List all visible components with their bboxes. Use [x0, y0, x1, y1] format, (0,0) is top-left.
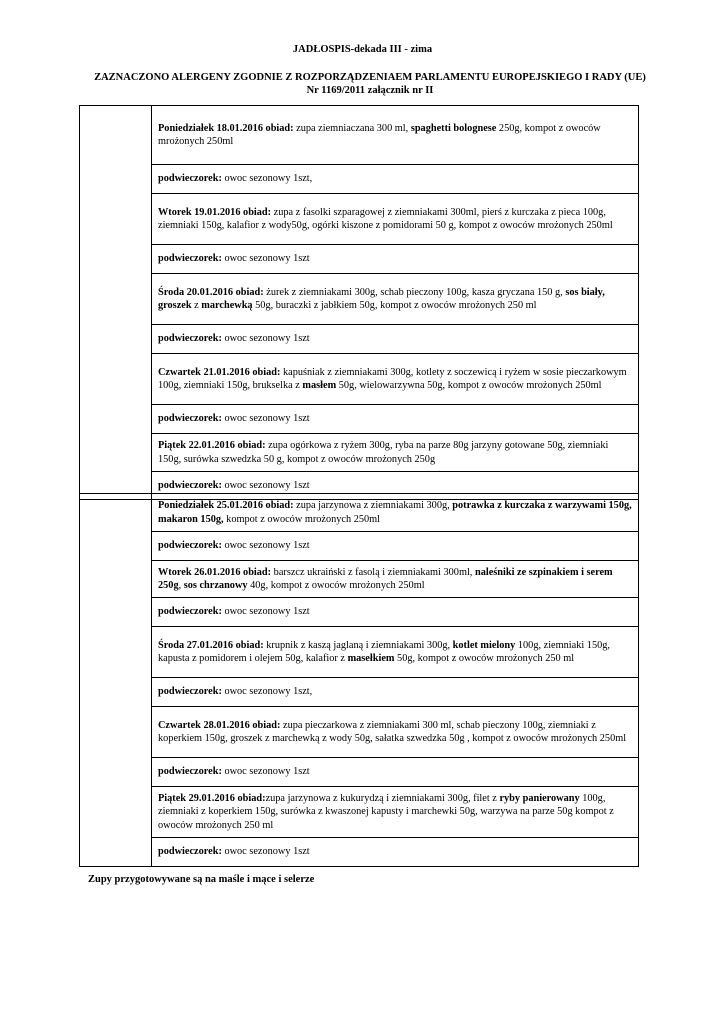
menu-table-week-1: [79, 105, 639, 500]
snack-cell: [152, 598, 639, 627]
allergen-highlight: naleśniki ze szpinakiem i serem 250g: [158, 566, 613, 591]
snack-cell: [152, 165, 639, 194]
snack-label: podwieczorek:: [158, 413, 222, 425]
menu-text: 50g, buraczki z jabłkiem 50g, kompot z owoców mrożonych 250 ml: [252, 300, 537, 311]
menu-text: barszcz ukraiński z fasolą i ziemniakami 300ml,: [271, 566, 475, 578]
menu-text: krupnik z kaszą jaglaną i ziemniakami 300g,: [263, 639, 453, 651]
snack-cell: [152, 325, 639, 354]
menu-text: zupa ziemniaczana 300 ml,: [293, 122, 411, 134]
dinner-cell: [152, 707, 639, 758]
day-heading: Piątek 29.01.2016 obiad:: [158, 792, 266, 804]
dinner-row: [80, 494, 639, 532]
day-heading: Czwartek 28.01.2016 obiad:: [158, 719, 281, 731]
menu-text: kapuśniak z ziemniakami 300g, kotlety z soczewicą i ryżem w sosie pieczarkowym 100g, ziemniaki 150g, brukselka z: [158, 366, 627, 391]
menu-text: z: [191, 300, 202, 311]
allergen-highlight: masłem: [302, 380, 337, 391]
snack-row: [80, 165, 639, 194]
day-heading: Środa 20.01.2016 obiad:: [158, 286, 264, 298]
snack-cell: [152, 405, 639, 434]
snack-label: podwieczorek:: [158, 173, 222, 185]
snack-label: podwieczorek:: [158, 766, 222, 778]
snack-row: [80, 758, 639, 787]
dinner-row: [80, 274, 639, 325]
dinner-cell: [152, 274, 639, 325]
day-heading: Poniedziałek 18.01.2016 obiad:: [158, 122, 294, 134]
dinner-cell: [152, 627, 639, 678]
menu-text: 50g, wielowarzywna 50g, kompot z owoców mrożonych 250ml: [336, 380, 602, 391]
dinner-cell: [152, 106, 639, 165]
snack-row: [80, 405, 639, 434]
day-heading: Środa 27.01.2016 obiad:: [158, 639, 264, 651]
menu-text: owoc sezonowy 1szt: [221, 766, 310, 778]
menu-text: owoc sezonowy 1szt: [221, 540, 310, 552]
menu-text: zupa z fasolki szparagowej z ziemniakami 300ml, pierś z kurczaka z pieca 100g, ziemniaki 150g, kalafior z wody50g, ogórki kiszone z pomidorami 50 g, kompot z owoców mrożonych 250ml: [158, 206, 613, 231]
snack-row: [80, 325, 639, 354]
menu-table-week-2: [79, 493, 639, 867]
allergen-highlight: sos chrzanowy: [183, 580, 248, 591]
allergen-notice: ZAZNACZONO ALERGENY ZGODNIE Z ROZPORZĄDZENIAEM PARLAMENTU EUROPEJSKIEGO I RADY (UE) Nr 1169/2011 załącznik nr II: [94, 72, 646, 96]
allergen-highlight: masełkiem: [347, 653, 395, 664]
menu-text: owoc sezonowy 1szt: [221, 333, 310, 345]
snack-row: [80, 598, 639, 627]
snack-row: [80, 678, 639, 707]
allergen-highlight: marchewką: [201, 300, 253, 311]
menu-text: owoc sezonowy 1szt: [221, 253, 310, 265]
snack-cell: [152, 838, 639, 867]
dinner-cell: [152, 494, 639, 532]
page-title: JADŁOSPIS-dekada III - zima: [292, 44, 433, 55]
snack-label: podwieczorek:: [158, 606, 222, 618]
snack-label: podwieczorek:: [158, 333, 222, 345]
dinner-row: [80, 707, 639, 758]
snack-label: podwieczorek:: [158, 540, 222, 552]
menu-text: zupa ogórkowa z ryżem 300g, ryba na parze 80g jarzyny gotowane 50g, ziemniaki 150g, surówka szwedzka 50 g, kompot z owoców mrożonych 250g: [158, 440, 609, 465]
snack-cell: [152, 245, 639, 274]
menu-text: zupa jarzynowa z ziemniakami 300g,: [293, 500, 453, 512]
menu-text: 100g, ziemniaki 150g, kapusta z pomidorem i olejem 50g, kalafior z: [158, 639, 610, 664]
menu-text: kompot z owoców mrożonych 250ml: [223, 513, 381, 525]
dinner-cell: [152, 561, 639, 598]
menu-text: 100g, ziemniaki z koperkiem 150g, surówka z kwaszonej kapusty i marchewki 50g, warzywa na parze 50g kompot z owoców mrożonych 250 ml: [158, 792, 614, 831]
snack-label: podwieczorek:: [158, 479, 222, 491]
day-heading: Wtorek 19.01.2016 obiad:: [158, 206, 272, 218]
allergen-highlight: potrawka z kurczaka z warzywami 150g, makaron 150g,: [158, 500, 632, 525]
menu-text: zupa pieczarkowa z ziemniakami 300 ml, schab pieczony 100g, ziemniaki z koperkiem 150g, groszek z marchewką z wody 50g, sałatka szwedzka 50g , kompot z owoców mrożonych 250ml: [158, 719, 627, 744]
menu-text: owoc sezonowy 1szt: [221, 479, 310, 491]
allergen-highlight: sos biały, groszek: [158, 286, 605, 311]
dinner-cell: [152, 354, 639, 405]
menu-text: owoc sezonowy 1szt: [221, 846, 310, 858]
menu-text: 40g, kompot z owoców mrożonych 250ml: [247, 580, 425, 591]
snack-label: podwieczorek:: [158, 686, 222, 698]
dinner-row: [80, 561, 639, 598]
snack-row: [80, 245, 639, 274]
day-heading: Wtorek 26.01.2016 obiad:: [158, 566, 272, 578]
dinner-row: [80, 354, 639, 405]
menu-text: żurek z ziemniakami 300g, schab pieczony 100g, kasza gryczana 150 g,: [263, 286, 566, 298]
menu-text: owoc sezonowy 1szt: [221, 413, 310, 425]
dinner-row: [80, 194, 639, 245]
menu-text: 50g, kompot z owoców mrożonych 250 ml: [394, 653, 575, 664]
blank-left-column: [80, 494, 152, 867]
menu-text: owoc sezonowy 1szt,: [221, 173, 313, 185]
snack-row: [80, 532, 639, 561]
dinner-cell: [152, 787, 639, 838]
dinner-row: [80, 787, 639, 838]
snack-cell: [152, 758, 639, 787]
blank-left-column: [80, 106, 152, 500]
menu-text: owoc sezonowy 1szt,: [221, 686, 313, 698]
allergen-highlight: spaghetti bolognese: [410, 122, 497, 134]
footer-note: Zupy przygotowywane są na maśle i mące i selerze: [88, 874, 315, 885]
menu-text: owoc sezonowy 1szt: [221, 606, 310, 618]
dinner-cell: [152, 434, 639, 472]
dinner-cell: [152, 194, 639, 245]
dinner-row: [80, 434, 639, 472]
snack-cell: [152, 678, 639, 707]
snack-label: podwieczorek:: [158, 253, 222, 265]
day-heading: Czwartek 21.01.2016 obiad:: [158, 366, 281, 378]
allergen-highlight: ryby panierowany: [499, 792, 580, 804]
menu-text: ,: [178, 580, 184, 591]
snack-cell: [152, 532, 639, 561]
day-heading: Piątek 22.01.2016 obiad:: [158, 440, 266, 452]
menu-text: 250g, kompot z owoców mrożonych 250ml: [158, 122, 601, 147]
dinner-row: [80, 627, 639, 678]
day-heading: Poniedziałek 25.01.2016 obiad:: [158, 500, 294, 512]
snack-label: podwieczorek:: [158, 846, 222, 858]
dinner-row: [80, 106, 639, 165]
menu-text: zupa jarzynowa z kukurydzą i ziemniakami 300g, filet z: [265, 792, 500, 804]
snack-row: [80, 838, 639, 867]
allergen-highlight: kotlet mielony: [452, 639, 516, 651]
